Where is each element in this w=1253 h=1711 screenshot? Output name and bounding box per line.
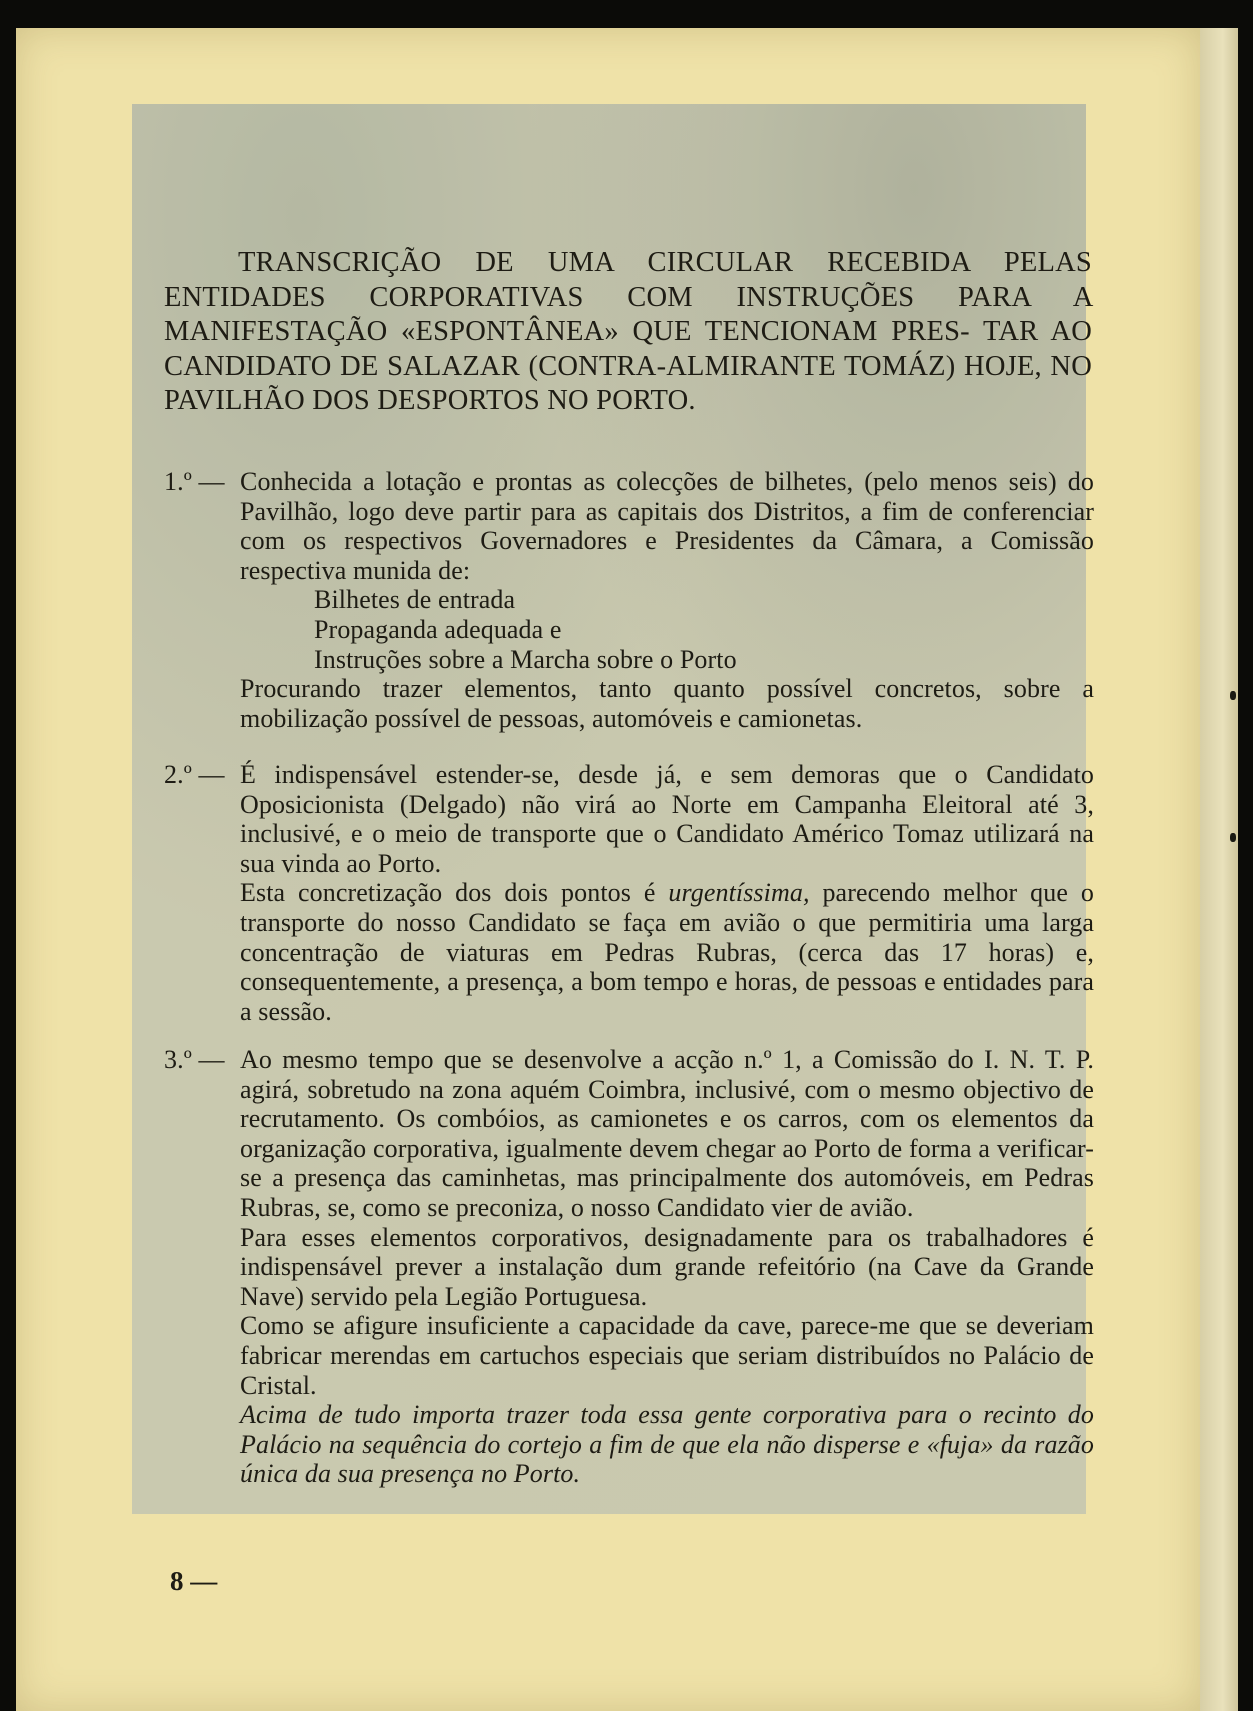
instruction-item-2 bbox=[164, 760, 1094, 1026]
list-item: Propaganda adequada e bbox=[314, 614, 562, 644]
paragraph-text: Esta concretização dos dois pontos é bbox=[240, 878, 656, 908]
item-paragraph-italic bbox=[240, 1400, 1094, 1489]
item-number: 2.º — bbox=[164, 760, 225, 789]
ink-speck bbox=[1230, 691, 1236, 700]
list-item: Instruções sobre a Marcha sobre o Porto bbox=[314, 644, 737, 674]
title-line: TAR AO CANDIDATO DE SALAZAR (CONTRA-ALMIRANTE bbox=[164, 316, 1092, 382]
item-paragraph: Procurando trazer elementos, tanto quanto possível concretos, sobre a mobilização possível de pessoas, automóveis e camionetas. bbox=[240, 674, 1094, 733]
page-number: 8 — bbox=[170, 1566, 218, 1596]
item-paragraph: Como se afigure insuficiente a capacidade da cave, parece-me que se deveriam fabricar merendas em cartuchos especiais que seriam distribuídos no Palácio de Cristal. bbox=[240, 1311, 1094, 1400]
item-paragraph: Conhecida a lotação e prontas as colecções de bilhetes, (pelo menos seis) do Pavilhão, logo deve partir para as capitais dos Distritos, a fim de conferenciar com os respectivos Governadores e Presidentes da Câmara, a Comissão respectiva munida de: bbox=[240, 467, 1094, 585]
emphasis-text: Acima de tudo importa trazer toda essa gente corporativa para o recinto do Palácio na sequência do cortejo a fim de que ela não disperse e «fuja» da razão única da sua presença no Porto. bbox=[240, 1400, 1094, 1489]
facing-page-edge bbox=[1200, 28, 1238, 1711]
item-number: 1.º — bbox=[164, 467, 225, 496]
item-paragraph: É indispensável estender-se, desde já, e sem demoras que o Candidato Oposicionista (Delgado) não virá ao Norte em Campanha Eleitoral até 3, inclusivé, e o meio de transporte que o Candidato Américo Tomaz utilizará na sua vinda ao Porto. bbox=[240, 760, 1094, 878]
list-item: Bilhetes de entrada bbox=[314, 585, 516, 615]
instruction-item-3 bbox=[164, 1045, 1094, 1489]
ink-speck bbox=[1230, 833, 1236, 842]
item-paragraph: Para esses elementos corporativos, designadamente para os trabalhadores é indispensável prever a instalação dum grande refeitório (na Cave da Grande Nave) servido pela Legião Portuguesa. bbox=[240, 1222, 1094, 1311]
title-line: MANIFESTAÇÃO «ESPONTÂNEA» QUE TENCIONAM PRES- bbox=[164, 316, 970, 348]
item-paragraph bbox=[240, 878, 1094, 1026]
instruction-item-1 bbox=[164, 467, 1094, 733]
document-title bbox=[164, 246, 1092, 419]
title-line: TOMÁZ) HOJE, NO PAVILHÃO DOS DESPORTOS NO PORTO. bbox=[164, 350, 1092, 417]
paragraph-text: parecendo melhor que o transporte do nosso Candidato se faça em avião o que permitiria uma larga concentração de viaturas em Pedras Rubras, (cerca das 17 horas) e, consequentemente, a presença, a bom tempo e horas, de pessoas e entidades para a sessão. bbox=[240, 878, 1094, 1026]
title-line: ENTIDADES CORPORATIVAS COM INSTRUÇÕES PARA A bbox=[164, 281, 1092, 313]
emphasis-text: urgentíssima, bbox=[668, 878, 810, 908]
title-line: TRANSCRIÇÃO DE UMA CIRCULAR RECEBIDA PELAS bbox=[238, 247, 1092, 278]
item-number: 3.º — bbox=[164, 1045, 225, 1074]
item-paragraph: Ao mesmo tempo que se desenvolve a acção n.º 1, a Comissão do I. N. T. P. agirá, sobretudo na zona aquém Coimbra, inclusivé, com o mesmo objectivo de recrutamento. Os combóios, as camionetes e os carros, com os elementos da organização corporativa, igualmente devem chegar ao Porto de forma a verificar-se a presença das caminhetas, mas principalmente dos automóveis, em Pedras Rubras, se, como se preconiza, o nosso Candidato vier de avião. bbox=[240, 1045, 1094, 1222]
